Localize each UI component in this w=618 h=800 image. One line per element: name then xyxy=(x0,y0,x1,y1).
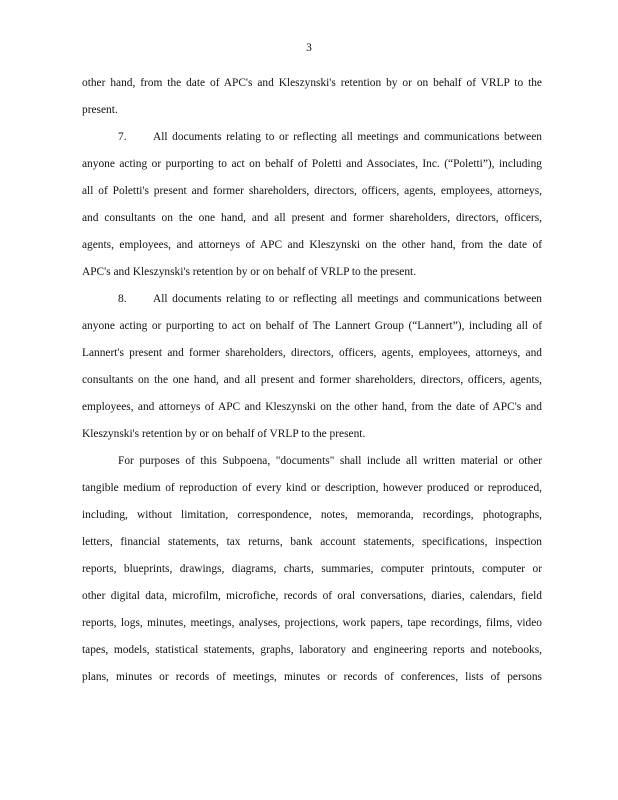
item-8-line-5: employees, and attorneys of APC and Kleszynski on the other hand, from the date of APC's and xyxy=(82,401,542,413)
item-7-line-5: agents, employees, and attorneys of APC and Kleszynski on the other hand, from the date of xyxy=(82,239,542,251)
item-8-line-6: Kleszynski's retention by or on behalf of VRLP to the present. xyxy=(82,428,366,440)
page-number: 3 xyxy=(306,42,312,54)
item-8-number: 8. xyxy=(118,293,127,305)
definition-line-1: For purposes of this Subpoena, "documents" shall include all written material or other xyxy=(118,455,542,467)
continuation-line-2: present. xyxy=(82,104,118,116)
item-8-line-2: anyone acting or purporting to act on behalf of The Lannert Group (“Lannert”), including all of xyxy=(82,320,542,332)
item-8-line-1: All documents relating to or reflecting all meetings and communications between xyxy=(153,293,542,305)
definition-line-6: other digital data, microfilm, microfiche, records of oral conversations, diaries, calendars, field xyxy=(82,590,542,602)
definition-line-5: reports, blueprints, drawings, diagrams, charts, summaries, computer printouts, computer or xyxy=(82,563,542,575)
definition-line-7: reports, logs, minutes, meetings, analyses, projections, work papers, tape recordings, films, video xyxy=(82,617,542,629)
item-7-line-3: all of Poletti's present and former shareholders, directors, officers, agents, employees, attorneys, xyxy=(82,185,542,197)
definition-line-4: letters, financial statements, tax returns, bank account statements, specifications, inspection xyxy=(82,536,542,548)
item-8-line-3: Lannert's present and former shareholders, directors, officers, agents, employees, attorneys, and xyxy=(82,347,542,359)
item-8-line-4: consultants on the one hand, and all present and former shareholders, directors, officers, agents, xyxy=(82,374,542,386)
definition-line-2: tangible medium of reproduction of every kind or description, however produced or reproduced, xyxy=(82,482,542,494)
definition-line-9: plans, minutes or records of meetings, minutes or records of conferences, lists of persons xyxy=(82,671,542,683)
item-7-number: 7. xyxy=(118,131,127,143)
item-7-line-4: and consultants on the one hand, and all present and former shareholders, directors, officers, xyxy=(82,212,542,224)
item-7-line-6: APC's and Kleszynski's retention by or on behalf of VRLP to the present. xyxy=(82,266,417,278)
item-7-line-1: All documents relating to or reflecting all meetings and communications between xyxy=(153,131,542,143)
definition-line-8: tapes, models, statistical statements, graphs, laboratory and engineering reports and notebooks, xyxy=(82,644,542,656)
definition-line-3: including, without limitation, correspondence, notes, memoranda, recordings, photographs, xyxy=(82,509,542,521)
continuation-line-1: other hand, from the date of APC's and Kleszynski's retention by or on behalf of VRLP to the xyxy=(82,77,542,89)
item-7-line-2: anyone acting or purporting to act on behalf of Poletti and Associates, Inc. (“Poletti”), including xyxy=(82,158,542,170)
